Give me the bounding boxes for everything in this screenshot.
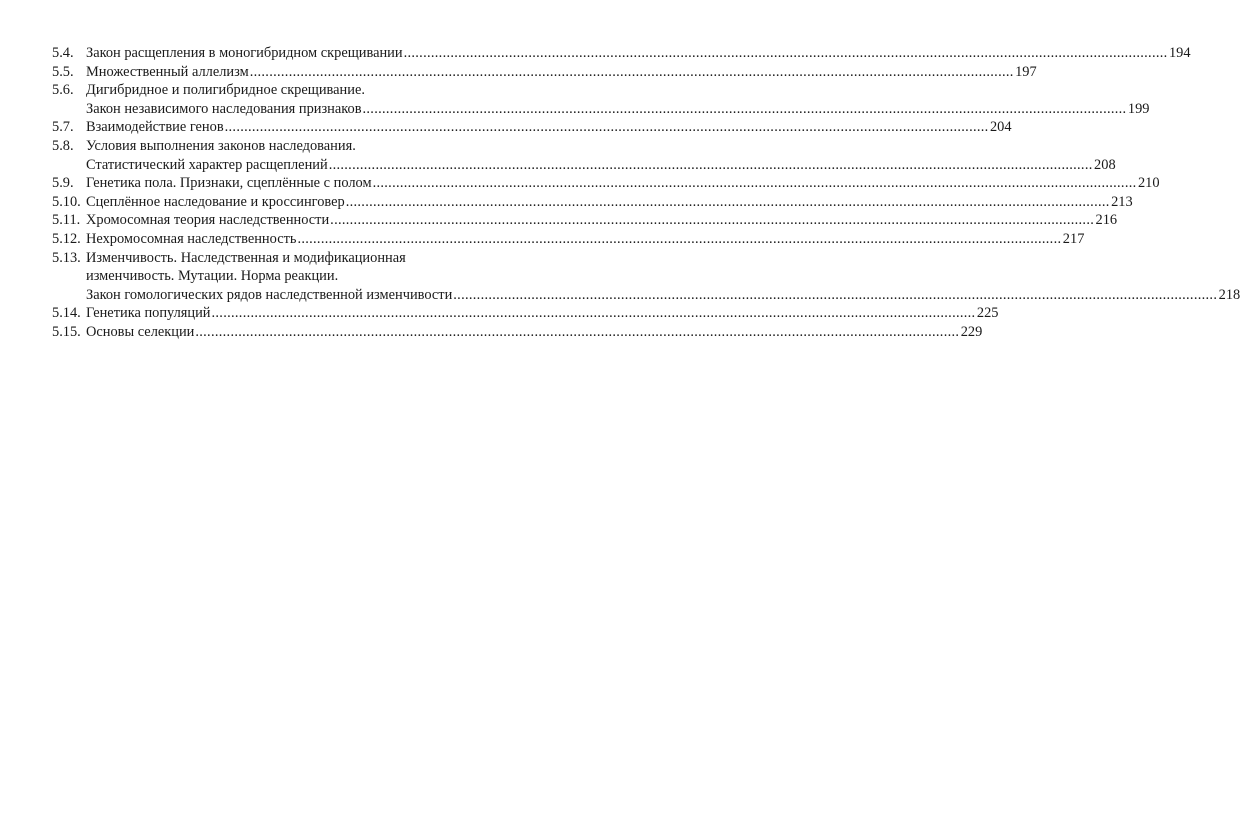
page-number: 229 (960, 323, 983, 340)
section-title: Хромосомная теория наследственности (86, 212, 330, 229)
section-title: Условия выполнения законов наследования. (86, 137, 356, 154)
toc-entry[interactable] (52, 137, 1116, 174)
section-title: Нехромосомная наследственность (86, 230, 297, 247)
section-title: Взаимодействие генов (86, 119, 224, 136)
toc-entry[interactable] (52, 230, 1085, 249)
section-number: 5.15. (52, 323, 81, 340)
section-number: 5.8. (52, 137, 74, 154)
section-number: 5.4. (52, 45, 74, 61)
section-number: 5.11. (52, 212, 81, 229)
section-title-continued: Статистический характер расщеплений (86, 156, 328, 173)
section-title: Сцеплённое наследование и кроссинговер (86, 193, 345, 210)
section-number: 5.6. (52, 82, 74, 99)
section-title: Изменчивость. Наследственная и модификационная (86, 249, 406, 266)
section-title: Закон расщепления в моногибридном скрещивании (86, 45, 403, 61)
dot-leader (346, 193, 1110, 212)
toc-entry[interactable] (52, 44, 1191, 63)
dot-leader (250, 63, 1014, 82)
section-number: 5.5. (52, 63, 74, 80)
page-number: 199 (1127, 100, 1150, 117)
section-title: Основы селекции (86, 323, 195, 340)
page-number: 218 (1218, 286, 1240, 303)
section-number: 5.7. (52, 119, 74, 136)
section-number: 5.13. (52, 249, 81, 266)
dot-leader (373, 174, 1137, 193)
toc-entry[interactable] (52, 211, 1118, 230)
page-number: 213 (1111, 193, 1133, 210)
toc-entry[interactable] (52, 304, 999, 323)
section-title-continued: Закон независимого наследования признаков (86, 100, 362, 117)
section-title-continued: Закон гомологических рядов наследственной изменчивости (86, 286, 453, 303)
section-number: 5.14. (52, 305, 81, 322)
page-number: 217 (1062, 230, 1085, 247)
toc-entry[interactable] (52, 249, 1240, 305)
page-number: 208 (1094, 156, 1116, 173)
section-title: Множественный аллелизм (86, 63, 249, 80)
page-number: 210 (1137, 175, 1160, 192)
section-title-continued: изменчивость. Мутации. Норма реакции. (86, 268, 339, 285)
section-number: 5.9. (52, 175, 74, 192)
toc-entry[interactable] (52, 63, 1037, 82)
page-number: 194 (1168, 45, 1191, 61)
dot-leader (297, 230, 1061, 249)
toc-entry[interactable] (52, 174, 1160, 193)
page-number: 225 (976, 305, 999, 322)
dot-leader (453, 286, 1217, 305)
section-title: Дигибридное и полигибридное скрещивание. (86, 82, 365, 99)
toc-entry[interactable] (52, 118, 1012, 137)
toc-entry[interactable] (52, 81, 1150, 118)
toc-entry[interactable] (52, 323, 983, 342)
toc-entry[interactable] (52, 193, 1133, 212)
dot-leader (195, 323, 959, 342)
page-number: 197 (1015, 63, 1037, 80)
section-number: 5.12. (52, 230, 81, 247)
page-number: 204 (989, 119, 1012, 136)
page-number: 216 (1095, 212, 1118, 229)
section-title: Генетика пола. Признаки, сцеплённые с полом (86, 175, 372, 192)
dot-leader (363, 100, 1127, 119)
section-number: 5.10. (52, 193, 81, 210)
section-title: Генетика популяций (86, 305, 211, 322)
dot-leader (225, 118, 989, 137)
dot-leader (404, 44, 1168, 63)
table-of-contents (52, 44, 1240, 342)
dot-leader (212, 304, 976, 323)
dot-leader (329, 156, 1093, 175)
dot-leader (330, 211, 1094, 230)
